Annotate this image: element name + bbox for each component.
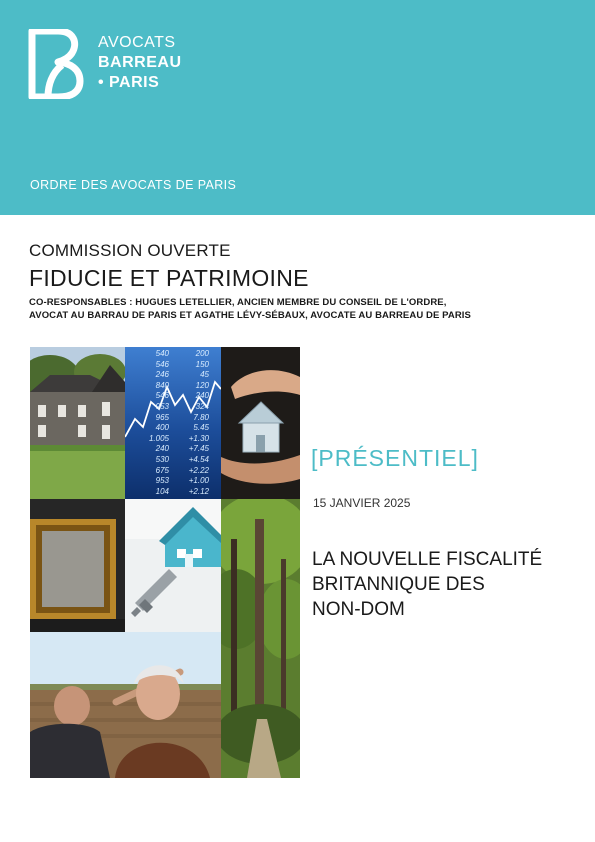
ticker-value: 530	[155, 454, 169, 464]
ticker-value: 546	[155, 391, 169, 401]
ticker-value: +7.45	[188, 444, 209, 454]
ticker-value: 7.80	[193, 412, 209, 422]
ticker-value: 240	[155, 444, 169, 454]
coresponsables-line-1: CO-RESPONSABLES : HUGUES LETELLIER, ANCIEN MEMBRE DU CONSEIL DE L'ORDRE,	[29, 297, 447, 308]
ticker-value: 104	[155, 486, 169, 496]
forest-path-photo	[221, 499, 300, 778]
house-key-photo	[125, 499, 221, 632]
photo-collage	[30, 347, 300, 778]
event-subject	[312, 547, 572, 622]
ticker-value: 240	[195, 391, 209, 401]
ticker-value: +2.22	[188, 465, 209, 475]
commission-kind: COMMISSION OUVERTE	[29, 241, 231, 260]
commission-title: FIDUCIE ET PATRIMOINE	[29, 265, 309, 291]
coresponsables-line-2: AVOCAT AU BARRAU DE PARIS ET AGATHE LÉVY-SÉBAUX, AVOCATE AU BARREAU DE PARIS	[29, 310, 471, 321]
coresponsables	[29, 296, 559, 322]
ticker-value: 5.45	[193, 423, 209, 433]
header-band	[0, 0, 595, 215]
ticker-value: 400	[155, 423, 169, 433]
field-people-photo	[30, 632, 221, 778]
ticker-value: 246	[155, 370, 169, 380]
ticker-value: 324	[195, 401, 209, 411]
event-format: [PRÉSENTIEL]	[311, 445, 479, 471]
logo-line-paris: • PARIS	[98, 74, 160, 91]
logo-line-avocats: AVOCATS	[98, 34, 176, 51]
ticker-value: 200	[195, 349, 209, 358]
ticker-value: 45	[200, 370, 209, 380]
ticker-value: +2.12	[188, 486, 209, 496]
ticker-value: 965	[155, 412, 169, 422]
ordre-label: ORDRE DES AVOCATS DE PARIS	[30, 178, 237, 192]
gold-frame-photo	[30, 499, 125, 632]
event-subject-line-1: LA NOUVELLE FISCALITÉ	[312, 549, 543, 570]
event-subject-line-3: NON-DOM	[312, 599, 405, 620]
ticker-value: 150	[195, 359, 209, 369]
ticker-value: 840	[155, 380, 169, 390]
ticker-value: 120	[195, 380, 209, 390]
barreau-logo-icon	[28, 29, 84, 99]
stock-ticker-photo	[125, 347, 221, 499]
ticker-value: 953	[155, 476, 169, 486]
ticker-value: +1.30	[188, 433, 209, 443]
ticker-value: +4.54	[188, 454, 209, 464]
logo-wordmark	[98, 33, 182, 93]
chateau-photo	[30, 347, 125, 499]
ticker-columns	[143, 349, 221, 497]
ticker-value: 953	[155, 401, 169, 411]
ticker-value: 675	[155, 465, 169, 475]
ticker-value: 1.005	[148, 433, 169, 443]
ticker-value: 540	[155, 349, 169, 358]
glass-house-hands-photo	[221, 347, 300, 499]
ticker-value: 546	[155, 359, 169, 369]
ticker-value: +1.00	[188, 476, 209, 486]
logo-line-barreau: BARREAU	[98, 54, 182, 71]
event-date: 15 JANVIER 2025	[313, 496, 411, 510]
ticker-column-1	[143, 349, 169, 497]
event-subject-line-2: BRITANNIQUE DES	[312, 574, 485, 595]
ticker-column-2	[183, 349, 209, 497]
